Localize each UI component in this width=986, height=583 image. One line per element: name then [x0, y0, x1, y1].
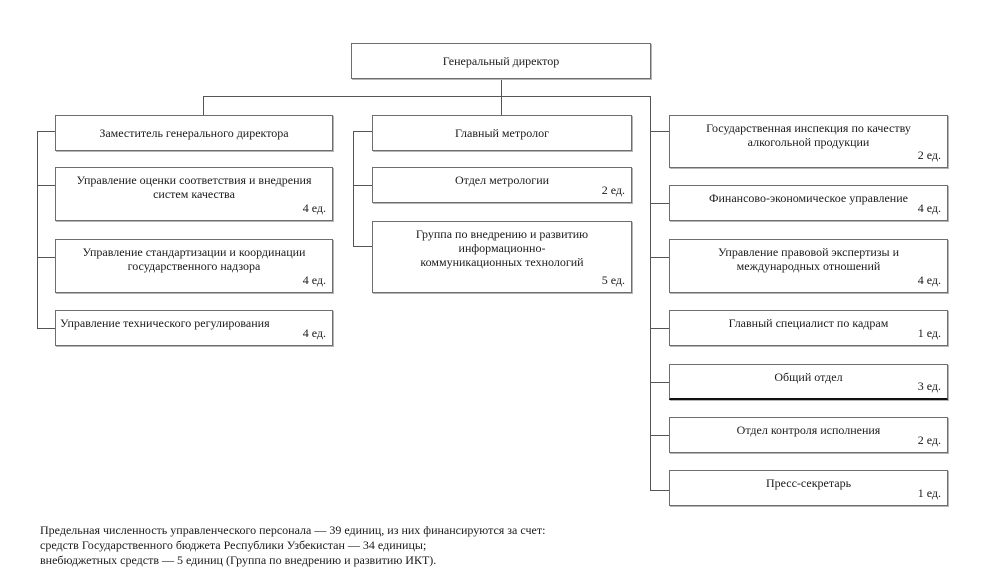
footnote-line: внебюджетных средств — 5 единиц (Группа по внедрению и развитию ИКТ).: [40, 553, 437, 567]
org-unit-box: [55, 167, 333, 221]
connector-to-deputy: [203, 96, 204, 115]
org-unit-title: Управление правовой экспертизы и международных отношений: [717, 245, 899, 273]
org-unit-title: Отдел контроля исполнения: [736, 423, 881, 437]
connector-left-branch: [37, 185, 55, 186]
connector-right-branch: [650, 203, 669, 204]
org-unit-count: 2 ед.: [601, 183, 625, 197]
connector-right-trunk: [650, 96, 651, 491]
org-unit-title: Главный специалист по кадрам: [728, 316, 889, 330]
connector-left-trunk: [37, 131, 38, 328]
connector-left-branch: [37, 131, 55, 132]
org-unit-title: Группа по внедрению и развитию информационно-коммуникационных технологий: [415, 227, 589, 269]
org-unit-box: [669, 239, 948, 293]
org-unit-count: 3 ед.: [917, 379, 941, 393]
org-unit-count: 4 ед.: [302, 273, 326, 287]
org-unit-count: 4 ед.: [917, 273, 941, 287]
deputy-director-box: [55, 115, 333, 151]
connector-middle-branch: [353, 185, 372, 186]
org-unit-title: Управление стандартизации и координации государственного надзора: [82, 245, 306, 273]
org-unit-count: 4 ед.: [302, 326, 326, 340]
org-unit-count: 2 ед.: [917, 148, 941, 162]
connector-middle-branch: [353, 246, 372, 247]
org-unit-title: Общий отдел: [774, 370, 843, 384]
org-unit-title: Управление технического регулирования: [60, 316, 270, 330]
org-unit-box: [669, 115, 948, 168]
connector-right-branch: [650, 382, 669, 383]
connector-left-branch: [37, 257, 55, 258]
org-unit-title: Управление оценки соответствия и внедрения систем качества: [76, 173, 312, 201]
org-unit-title: Государственная инспекция по качеству алкогольной продукции: [706, 121, 911, 149]
connector-main-horizontal: [203, 96, 651, 97]
org-unit-count: 1 ед.: [917, 486, 941, 500]
org-unit-box: [372, 221, 632, 293]
org-unit-count: 5 ед.: [601, 273, 625, 287]
org-unit-title: Пресс-секретарь: [765, 476, 852, 490]
connector-right-branch: [650, 328, 669, 329]
org-unit-title: Отдел метрологии: [454, 173, 550, 187]
connector-right-branch: [650, 490, 669, 491]
org-unit-box: [669, 470, 948, 506]
org-unit-box: [55, 239, 333, 293]
footnote-line: средств Государственного бюджета Республики Узбекистан — 34 единицы;: [40, 538, 427, 552]
org-unit-box: [669, 185, 948, 221]
connector-middle-trunk: [353, 131, 354, 246]
org-unit-count: 4 ед.: [302, 201, 326, 215]
footnote-line: Предельная численность управленческого персонала — 39 единиц, из них финансируются за счет:: [40, 523, 546, 537]
org-unit-box: [669, 310, 948, 346]
org-unit-count: 1 ед.: [917, 326, 941, 340]
org-unit-box: [372, 167, 632, 203]
staffing-footnote: [40, 523, 545, 568]
general-director-title: Генеральный директор: [442, 54, 560, 68]
chief-metrologist-box: [372, 115, 632, 151]
org-unit-title: Финансово-экономическое управление: [709, 191, 908, 205]
org-unit-count: 4 ед.: [917, 201, 941, 215]
connector-right-branch: [650, 435, 669, 436]
connector-middle-branch: [353, 131, 372, 132]
org-unit-count: 2 ед.: [917, 433, 941, 447]
org-unit-box: [669, 364, 948, 400]
chief-metrologist-title: Главный метролог: [455, 126, 549, 140]
connector-director-down: [501, 79, 502, 115]
connector-right-branch: [650, 131, 669, 132]
connector-left-branch: [37, 328, 55, 329]
general-director-box: [351, 43, 651, 79]
org-unit-box: [669, 417, 948, 453]
deputy-director-title: Заместитель генерального директора: [99, 126, 289, 140]
connector-right-branch: [650, 257, 669, 258]
org-unit-box: [55, 310, 333, 346]
